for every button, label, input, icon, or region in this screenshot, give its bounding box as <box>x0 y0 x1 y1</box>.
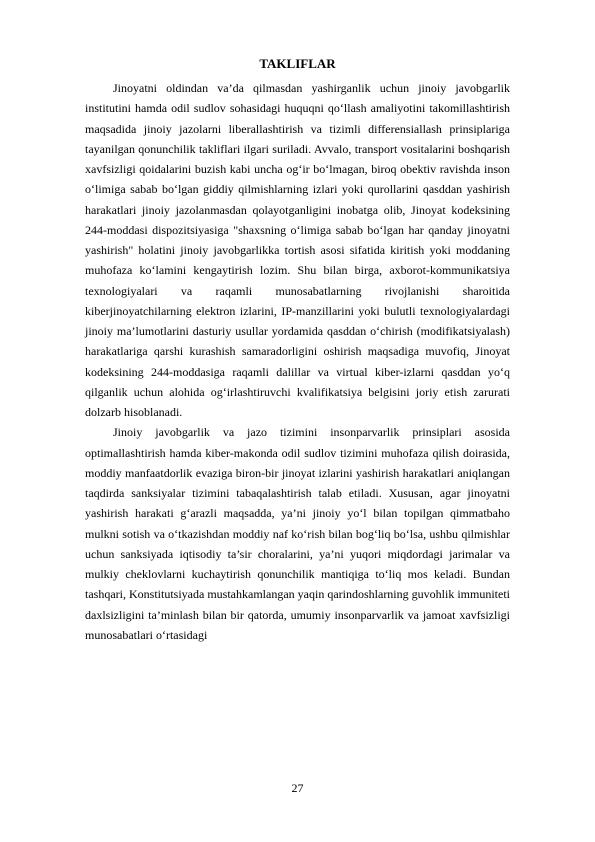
paragraph-1: Jinoyatni oldindan va’da qilmasdan yashirganlik uchun jinoiy javobgarlik institutini hamda odil sudlov sohasidagi huquqni qo‘llash amaliyotini takomillashtirish maqsadida jinoiy jazolarni liberallashtirish va tizimli differensiallash prinsiplariga tayanilgan qonunchilik takliflari ilgari suriladi. Avvalo, transport vositalarini boshqarish xavfsizligi qoidalarini buzish kabi uncha og‘ir bo‘lmagan, biroq obektiv ravishda inson o‘limiga sabab bo‘lgan giddiy qilmishlarning izlari yoki qurollarini qasddan yashirish harakatlari jinoiy jazolanmasdan qolayotganligini inobatga olib, Jinoyat kodeksining 244-moddasi dispozitsiyasiga "shaxsning o‘limiga sabab bo‘lgan har qanday jinoyatni yashirish" holatini jinoiy javobgarlikka tortish asosi sifatida kiritish yoki moddaning muhofaza ko‘lamini kengaytirish lozim. Shu bilan birga, axborot-kommunikatsiya texnologiyalari va raqamli munosabatlarning rivojlanishi sharoitida kiberjinoyatchilarning elektron izlarini, IP-manzillarini yoki bulutli texnologiyalardagi jinoiy ma’lumotlarini dasturiy usullar yordamida qasddan o‘chirish (modifikatsiyalash) harakatlariga qarshi kurashish samaradorligini oshirish maqsadiga muvofiq, Jinoyat kodeksining 244-moddasiga raqamli dalillar va virtual kiber-izlarni qasddan yo‘q qilganlik uchun alohida og‘irlashtiruvchi kvalifikatsiya belgisini joriy etish zarurati dolzarb hisoblanadi. <box>85 81 510 419</box>
paragraph-2: Jinoiy javobgarlik va jazo tizimini insonparvarlik prinsiplari asosida optimallashtirish hamda kiber-makonda odil sudlov tizimini muhofaza qilish doirasida, moddiy manfaatdorlik evaziga biron-bir jinoyat izlarini yashirish harakatlari aniqlangan taqdirda sanksiyalar tizimini tabaqalashtirish talab etiladi. Xususan, agar jinoyatni yashirish harakati g‘arazli maqsadda, ya’ni jinoiy yo‘l bilan topilgan qimmatbaho mulkni sotish va o‘tkazishdan moddiy naf ko‘rish bilan bog‘liq bo‘lsa, ushbu qilmishlar uchun sanksiyada iqtisodiy ta’sir choralarini, ya’ni yuqori miqdordagi jarimalar va mulkiy cheklovlarni kuchaytirish qonunchilik mantiqiga to‘liq mos keladi. Bundan tashqari, Konstitutsiyada mustahkamlangan yaqin qarindoshlarning guvohlik immuniteti daxlsizligini ta’minlash bilan bir qatorda, umumiy insonparvarlik va jamoat xavfsizligi munosabatlari o‘rtasidagi <box>85 425 510 642</box>
page-number: 27 <box>291 781 304 795</box>
document-page <box>85 54 510 645</box>
page-title: TAKLIFLAR <box>259 56 336 71</box>
